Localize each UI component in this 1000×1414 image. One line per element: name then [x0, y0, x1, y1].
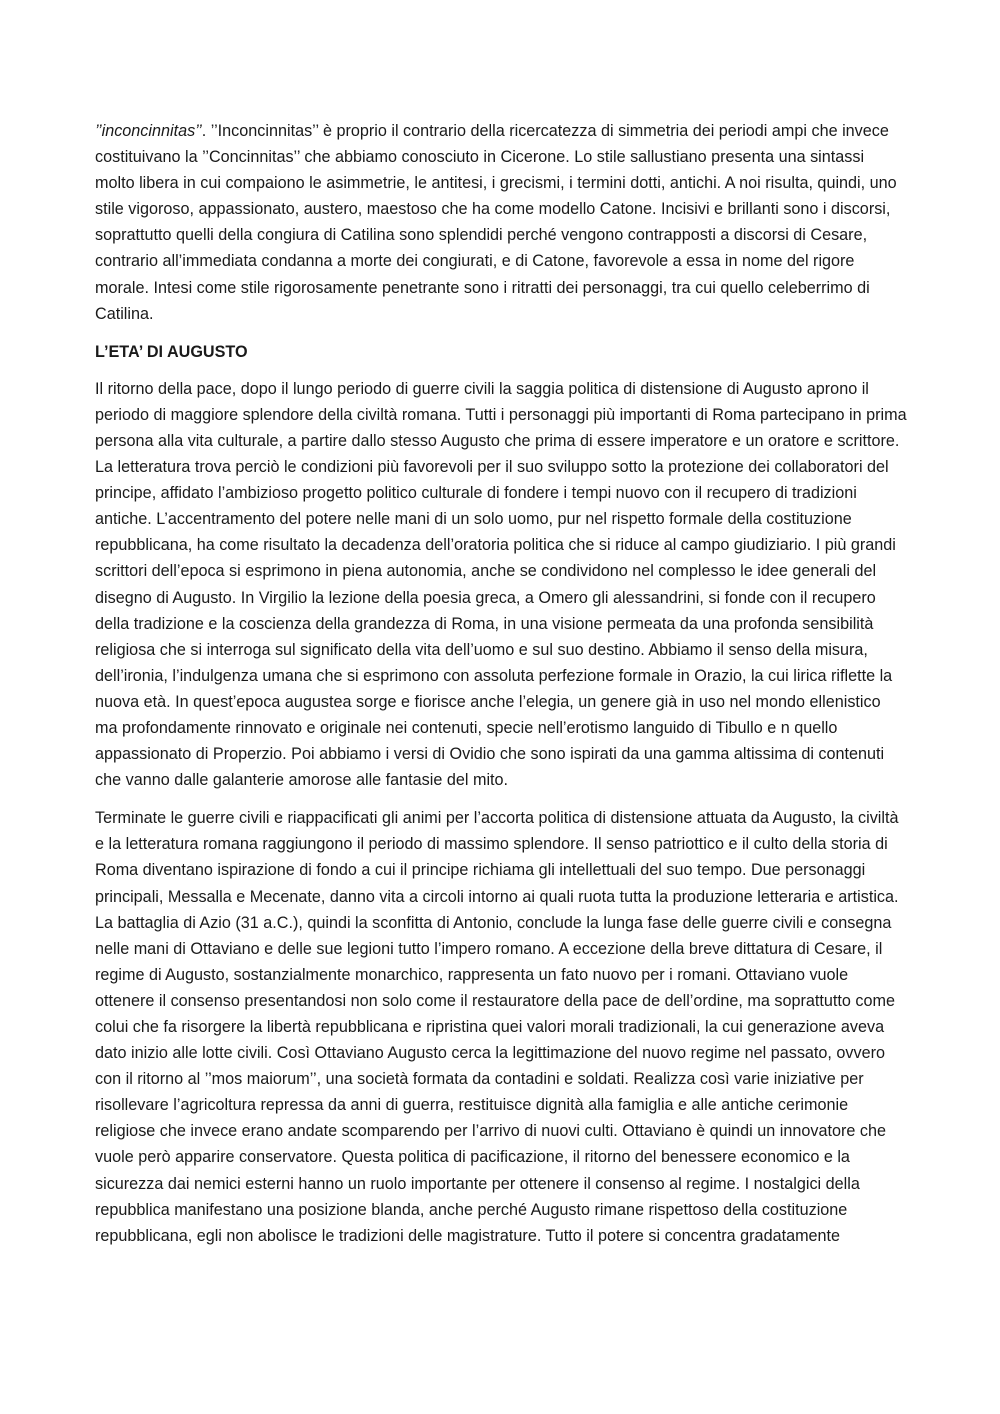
paragraph-augustan-politics: Terminate le guerre civili e riappacificati gli animi per l’accorta politica di distensione attuata da Augusto, la civiltà e la letteratura romana raggiungono il periodo di massimo splendore. Il senso patriottico e il culto della storia di Roma diventano ispirazione di fondo a cui il principe richiama gli intellettuali del suo tempo. Due personaggi principali, Messalla e Mecenate, danno vita a circoli intorno ai quali ruota tutta la produzione letteraria e artistica. La battaglia di Azio (31 a.C.), quindi la sconfitta di Antonio, conclude la lunga fase delle guerre civili e consegna nelle mani di Ottaviano e delle sue legioni tutto l’impero romano. A eccezione della breve dittatura di Cesare, il regime di Augusto, sostanzialmente monarchico, rappresenta un fato nuovo per i romani. Ottaviano vuole ottenere il consenso presentandosi non solo come il restauratore della pace de dell’ordine, ma soprattutto come colui che fa risorgere la libertà repubblicana e ripristina quei valori morali tradizionali, la cui generazione aveva dato inizio alle lotte civili. Così Ottaviano Augusto cerca la legittimazione del nuovo regime nel passato, ovvero con il ritorno al ’’mos maiorum’’, una società formata da contadini e soldati. Realizza così varie iniziative per risollevare l’agricoltura repressa da anni di guerra, restituisce dignità alla famiglia e alle antiche cerimonie religiose che invece erano andate scomparendo per l’arrivo di nuovi culti. Ottaviano è quindi un innovatore che vuole però apparire conservatore. Questa politica di pacificazione, il ritorno del benessere economico e la sicurezza dai nemici esterni hanno un ruolo importante per ottenere il consenso al regime. I nostalgici della repubblica manifestano una posizione blanda, anche perché Augusto rimane rispettoso della costituzione repubblicana, egli non abolisce le tradizioni delle magistrature. Tutto il potere si concentra gradatamente	[95, 809, 899, 1245]
section-heading: L’ETA’ DI AUGUSTO	[95, 342, 248, 361]
document-page	[95, 118, 907, 1261]
paragraph-sallust-text: . ’’Inconcinnitas’’ è proprio il contrario della ricercatezza di simmetria dei periodi ampi che invece costituivano la ’’Concinnitas’’ che abbiamo conosciuto in Cicerone. Lo stile sallustiano presenta una sintassi molto libera in cui compaiono le asimmetrie, le antitesi, i grecismi, i termini dotti, antichi. A noi risulta, quindi, uno stile vigoroso, appassionato, austero, maestoso che ha come modello Catone. Incisivi e brillanti sono i discorsi, soprattutto quelli della congiura di Catilina sono splendidi perché vengono contrapposti a discorsi di Cesare, contrario all’immediata condanna a morte dei congiurati, e di Catone, favorevole a essa in nome del rigore morale. Intesi come stile rigorosamente penetrante sono i ritratti dei personaggi, tra cui quello celeberrimo di Catilina.	[95, 122, 897, 323]
inconcinnitas-term: ’’inconcinnitas’’	[95, 122, 202, 140]
paragraph-sallust-style	[95, 118, 907, 327]
paragraph-augustan-literature: Il ritorno della pace, dopo il lungo periodo di guerre civili la saggia politica di distensione di Augusto aprono il periodo di maggiore splendore della civiltà romana. Tutti i personaggi più importanti di Roma partecipano in prima persona alla vita culturale, a partire dallo stesso Augusto che prima di essere imperatore e un oratore e scrittore. La letteratura trova perciò le condizioni più favorevoli per il suo sviluppo sotto la protezione dei collaboratori del principe, affidato l’ambizioso progetto politico culturale di fondere i tempi nuovo con il recupero di tradizioni antiche. L’accentramento del potere nelle mani di un solo uomo, pur nel rispetto formale della costituzione repubblicana, ha come risultato la decadenza dell’oratoria politica che si riduce al campo giudiziario. I più grandi scrittori dell’epoca si esprimono in piena autonomia, anche se condividono nel complesso le idee generali del disegno di Augusto. In Virgilio la lezione della poesia greca, a Omero gli alessandrini, si fonde con il recupero della tradizione e la coscienza della grandezza di Roma, in una visione permeata da una profonda sensibilità religiosa che si interroga sul significato della vita dell’uomo e sul suo destino. Abbiamo il senso della misura, dell’ironia, l’indulgenza umana che si esprimono con assoluta perfezione formale in Orazio, la cui lirica riflette la nuova età. In quest’epoca augustea sorge e fiorisce anche l’elegia, un genere già in uso nel mondo ellenistico ma profondamente rinnovato e originale nei contenuti, specie nell’erotismo languido di Tibullo e n quello appassionato di Properzio. Poi abbiamo i versi di Ovidio che sono ispirati da una gamma altissima di contenuti che vanno dalle galanterie amorose alle fantasie del mito.	[95, 379, 907, 790]
